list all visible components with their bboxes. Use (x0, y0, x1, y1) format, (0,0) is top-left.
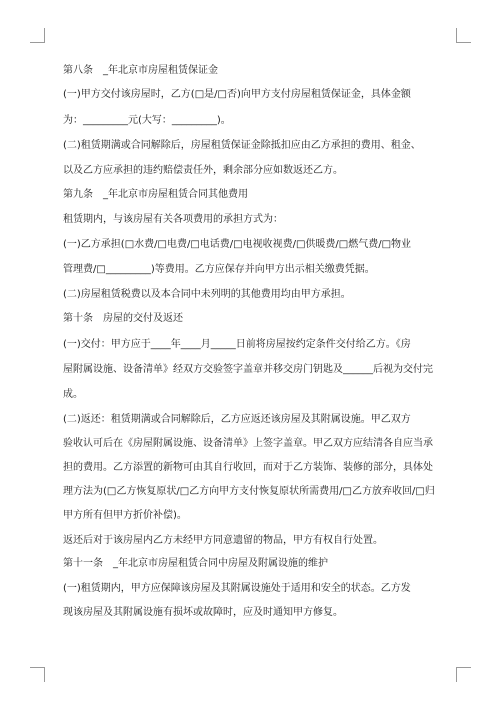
article-8-heading: 第八条 _年北京市房屋租赁保证金 (63, 65, 218, 76)
paragraph-line: 现该房屋及其附属设施有损坏或故障时，应及时通知甲方修复。 (63, 607, 343, 618)
paragraph-line: (二)房屋租赁税费以及本合同中未列明的其他费用均由甲方承担。 (63, 289, 351, 300)
crop-mark-bottom-left (30, 667, 45, 682)
article-10-heading: 第十条 房屋的交付及返还 (63, 313, 183, 324)
article-9-heading: 第九条 _年北京市房屋租赁合同其他费用 (63, 189, 248, 200)
paragraph-line: 返还后对于该房屋内乙方未经甲方同意遗留的物品，甲方有权自行处置。 (63, 535, 383, 546)
crop-mark-top-right (456, 28, 471, 43)
crop-mark-top-left (30, 28, 45, 43)
paragraph-line: 为：_________元(大写：_________)。 (63, 115, 231, 126)
paragraph-line: (一)乙方承担(□水费/□电费/□电话费/□电视收视费/□供暖费/□燃气费/□物业 (63, 239, 412, 250)
paragraph-line: 担的费用。乙方添置的新物可由其自行收回，而对于乙方装饰、装修的部分，具体处 (63, 462, 433, 473)
paragraph-line: (一)交付：甲方应于____年____月_____日前将房屋按约定条件交付给乙方。《房 (63, 339, 411, 350)
paragraph-line: 理方法为(□乙方恢复原状/□乙方向甲方支付恢复原状所需费用/□乙方放弃收回/□归 (63, 486, 435, 497)
paragraph-line: 管理费/□_________)等费用。乙方应保存并向甲方出示相关缴费凭据。 (63, 264, 375, 275)
paragraph-line: 甲方所有但甲方折价补偿)。 (63, 510, 187, 521)
paragraph-line: 屋附属设施、设备清单》经双方交验签字盖章并移交房门钥匙及______后视为交付完 (63, 364, 433, 375)
crop-mark-bottom-right (456, 667, 471, 682)
paragraph-line: (一)甲方交付该房屋时，乙方(□是/□否)向甲方支付房屋租赁保证金，具体金额 (63, 89, 411, 100)
paragraph-line: 验收认可后在《房屋附属设施、设备清单》上签字盖章。甲乙双方应结清各自应当承 (63, 438, 433, 449)
paragraph-line: 租赁期内，与该房屋有关各项费用的承担方式为： (63, 214, 283, 225)
paragraph-line: (二)租赁期满或合同解除后，房屋租赁保证金除抵扣应由乙方承担的费用、租金、 (63, 140, 421, 151)
paragraph-line: 以及乙方应承担的违约赔偿责任外，剩余部分应如数返还乙方。 (63, 165, 343, 176)
paragraph-line: (一)租赁期内，甲方应保障该房屋及其附属设施处于适用和安全的状态。乙方发 (63, 583, 411, 594)
paragraph-line: 成。 (63, 389, 83, 400)
document-body (63, 64, 437, 620)
article-11-heading: 第十一条 _年北京市房屋租赁合同中房屋及附属设施的维护 (63, 558, 328, 569)
paragraph-line: (二)返还：租赁期满或合同解除后，乙方应返还该房屋及其附属设施。甲乙双方 (63, 414, 411, 425)
